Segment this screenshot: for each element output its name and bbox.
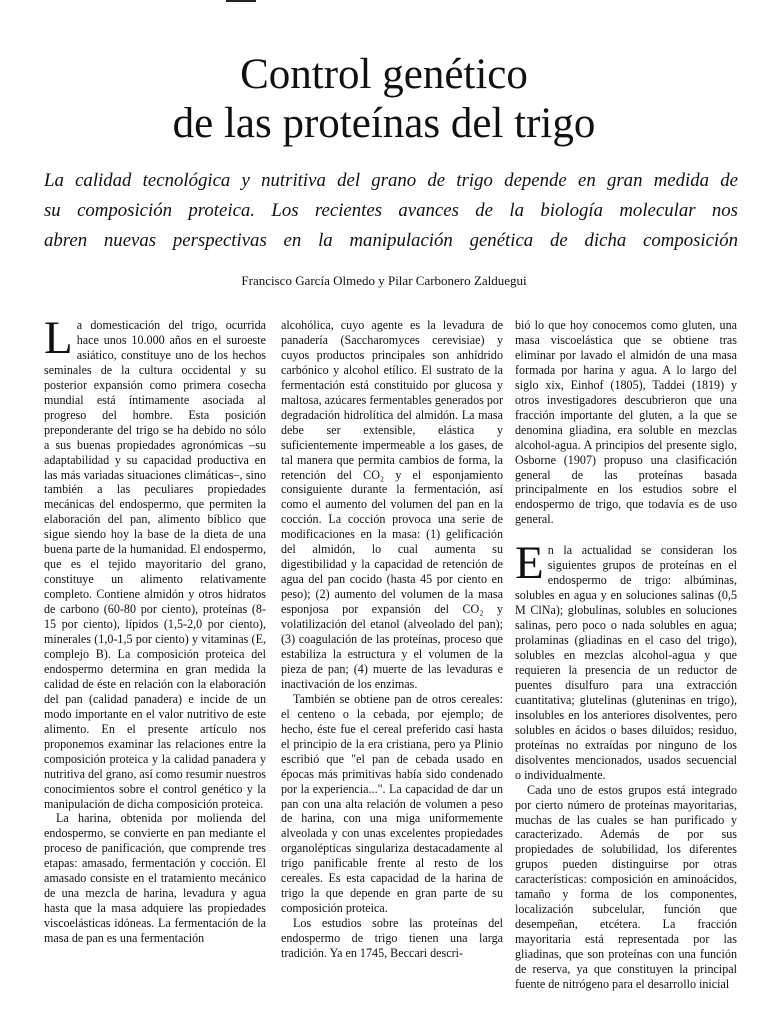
lead-line-1: La calidad tecnológica y nutritiva del grano de trigo depende en gran medida de bbox=[44, 170, 738, 191]
drop-cap: L bbox=[44, 312, 73, 364]
text-column-2 bbox=[281, 318, 503, 961]
paragraph: alcohólica, cuyo agente es la levadura de panadería (Saccharomyces cerevisiae) y cuyos productos principales son anhídrido carbónico y alcohol etílico. El sustrato de la fermentación está constituido por glucosa y maltosa, azúcares fermentables generados por degradación hidrolítica del almidón. La masa debe ser extensible, elástica y suficientemente impermeable a los gases, de tal manera que permita cambios de forma, la retención del CO₂ y el esponjamiento consiguiente durante la fermentación, así como el aumento del volumen del pan en la cocción. La cocción provoca una serie de modificaciones en la masa: (1) gelificación del almidón, lo cual aumenta su digestibilidad y la capacidad de retención de agua del pan cocido (hasta 45 por ciento en peso); (2) aumento del volumen de la masa esponjosa por expansión del CO₂ y volatilización del etanol (alveolado del pan); (3) coagulación de las proteínas, proceso que estabiliza la estructura y el volumen de la pieza de pan; (4) muerte de las levaduras e inactivación de los enzimas. bbox=[281, 318, 503, 691]
article-lead bbox=[44, 166, 738, 256]
paragraph: La harina, obtenida por molienda del endospermo, se convierte en pan mediante el proceso de panificación, que comprende tres etapas: amasado, fermentación y cocción. El amasado consiste en el tratamiento mecánico de una mezcla de harina, levadura y agua hasta que la masa adquiere las propiedades viscoelásticas idóneas. La fermentación de la masa de pan es una fermentación bbox=[44, 811, 266, 946]
paragraph bbox=[515, 537, 737, 782]
article-title bbox=[0, 50, 768, 148]
drop-cap: E bbox=[515, 537, 544, 590]
section-gap bbox=[515, 527, 737, 543]
title-line-1: Control genético bbox=[240, 51, 528, 98]
lead-line-3: abren nuevas perspectivas en la manipulación genética de dicha composición bbox=[44, 230, 738, 251]
paragraph bbox=[44, 312, 267, 811]
title-line-2: de las proteínas del trigo bbox=[172, 100, 596, 147]
top-rule bbox=[226, 0, 256, 2]
paragraph: bió lo que hoy conocemos como gluten, una masa viscoelástica que se obtiene tras eliminar por lavado el almidón de una masa formada por harina y agua. A lo largo del siglo xix, Einhof (1805), Taddei (1819) y otros investigadores descubrieron que una fracción importante del gluten, a la que se denomina gliadina, era soluble en mezclas alcohol-agua. A principios del presente siglo, Osborne (1907) propuso una clasificación general de las proteínas basada principalmente en los estudios sobre el endospermo de trigo, que todavía es de uso general. bbox=[515, 318, 737, 527]
paragraph-text: n la actualidad se consideran los siguientes grupos de proteínas en el endospermo de trigo: albúminas, solubles en agua y en soluciones salinas (0,5 M ClNa); globulinas, solubles en soluciones salinas, pero poco o nada solubles en agua; prolaminas (gliadinas en el caso del trigo), solubles en mezclas alcohol-agua y que requieren la presencia de un reductor de puentes disulfuro para una extracción cuantitativa; glutelinas (gluteninas en trigo), insolubles en los anteriores disolventes, pero solubles en ácidos o bases diluidos; residuo, proteínas no extraídas por ninguno de los disolventes mencionados, usados secuencial o individualmente. bbox=[515, 543, 737, 782]
article-authors: Francisco García Olmedo y Pilar Carbonero Zalduegui bbox=[241, 273, 527, 288]
lead-line-2: su composición proteica. Los recientes avances de la biología molecular nos bbox=[44, 200, 738, 221]
paragraph: También se obtiene pan de otros cereales: el centeno o la cebada, por ejemplo; de hecho, éste fue el cereal preferido casi hasta el principio de la era cristiana, pero ya Plinio escribió que "el pan de cebada usado en épocas más primitivas había sido condenado por la experiencia...". La capacidad de dar un pan con una alta relación de volumen a peso de harina, con una miga uniformemente alveolada y con unas excelentes propiedades organolépticas singulariza destacadamente al trigo panificable frente al resto de los cereales. Es esta capacidad de la harina de trigo la que depende en gran parte de su composición proteica. bbox=[281, 691, 503, 916]
text-column-3 bbox=[515, 318, 737, 992]
paragraph-text: a domesticación del trigo, ocurrida hace unos 10.000 años en el suroeste asiático, constituye uno de los hechos seminales de la cultura occidental y su posterior expansión como primera cosecha mundial está íntimamente asociada al progreso del hombre. Esta posición preponderante del trigo se ha debido no sólo a sus buenas propiedades agronómicas –su adaptabilidad y su capacidad productiva en las más variadas situaciones climáticas–, sino también a las peculiares propiedades mecánicas del endospermo, que permiten la elaboración del pan, alimento bíblico que sigue siendo hoy la base de la dieta de una buena parte de la humanidad. El endospermo, que es el tejido mayoritario del grano, constituye un alimento relativamente completo. Contiene almidón y otros hidratos de carbono (60-80 por ciento), proteínas (8-15 por ciento), lípidos (1,5-2,0 por ciento), minerales (1,0-1,5 por ciento) y vitaminas (E, complejo B). La composición proteica del endospermo determina en gran medida la calidad de éste en relación con la elaboración del pan (calidad panadera) e incide de un modo importante en el valor nutritivo de este alimento. En el presente artículo nos proponemos examinar las relaciones entre la composición proteica y la calidad panadera y nutritiva del grano, así como resumir nuestros conocimientos sobre el control genético y la manipulación de dicha composición proteica. bbox=[44, 318, 267, 811]
text-column-1 bbox=[44, 312, 267, 946]
paragraph: Cada uno de estos grupos está integrado por cierto número de proteínas mayoritarias, muchas de las cuales se han purificado y caracterizado. Además de por sus propiedades de solubilidad, los diferentes grupos pueden distinguirse por otras características: composición en aminoácidos, tamaño y forma de los componentes, localización subcelular, función que desempeñan, etcétera. La fracción mayoritaria está representada por las gliadinas, que son proteínas con una función de reserva, ya que constituyen la principal fuente de nitrógeno para el desarrollo inicial bbox=[515, 782, 737, 991]
paragraph: Los estudios sobre las proteínas del endospermo de trigo tienen una larga tradición. Ya en 1745, Beccari descri- bbox=[281, 916, 503, 961]
